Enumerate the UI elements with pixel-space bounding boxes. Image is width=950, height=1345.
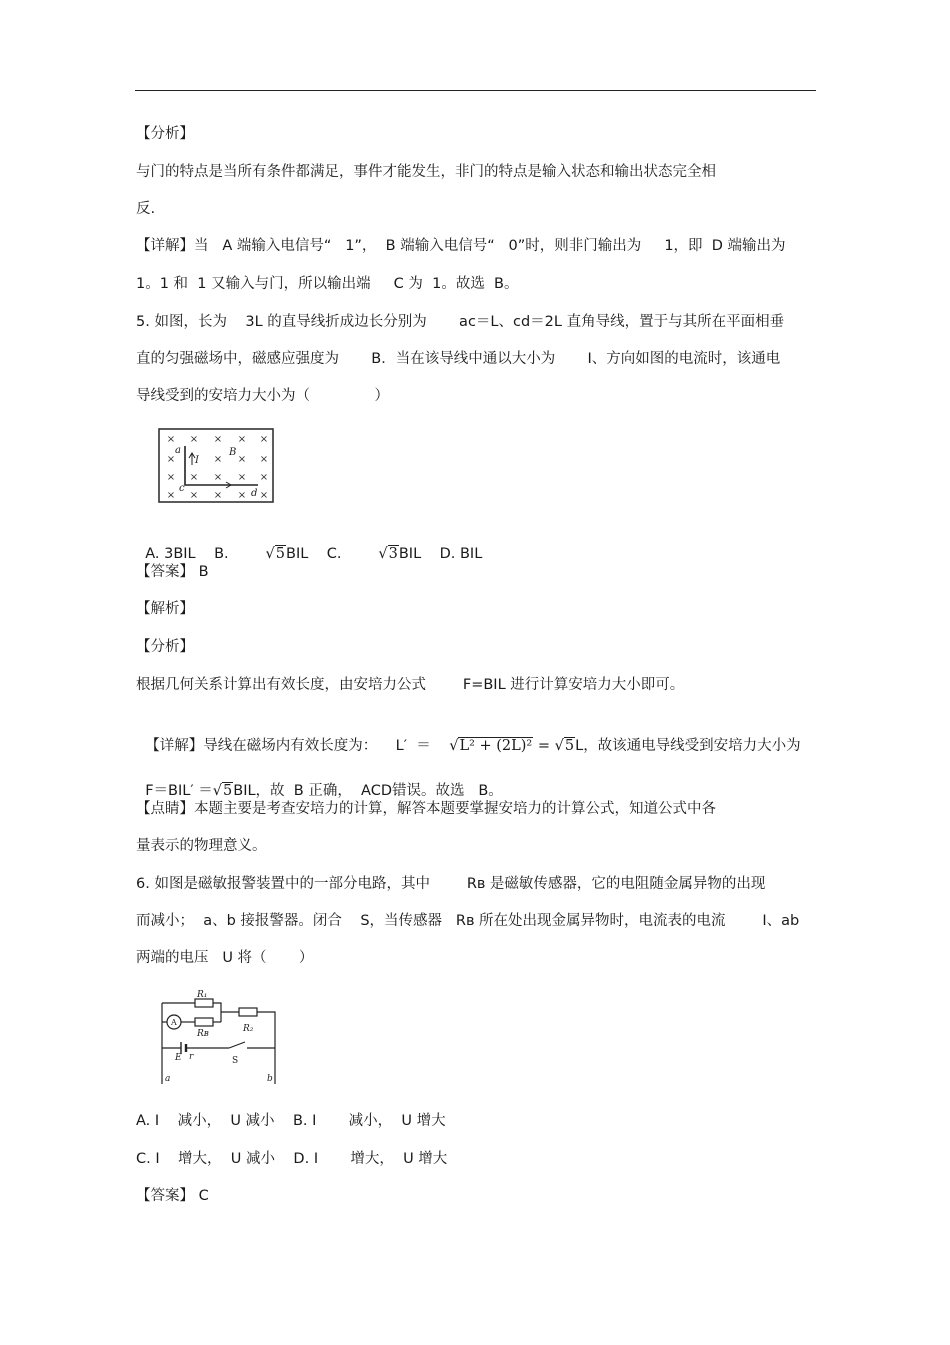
- paragraph-line: 【详解】当 A 端输入电信号“ 1”， B 端输入电信号“ 0”时，则非门输出为 1，即 D 端输出为: [136, 238, 786, 254]
- svg-text:S: S: [232, 1056, 239, 1066]
- option-b: B.: [214, 546, 229, 562]
- option-a: A. 3BIL: [145, 546, 196, 562]
- question-5-line: 5. 如图，长为 3L 的直导线折成边长分别为 ac＝L、cd＝2L 直角导线，置于与其所在平面相垂: [136, 314, 785, 330]
- detail-equation-line: 【详解】导线在磁场内有效长度为： L′ ＝ √L² + (2L)² = √5L，故该通电导线受到安培力大小为: [145, 738, 801, 754]
- svg-text:×: ×: [259, 490, 269, 501]
- svg-text:R₂: R₂: [243, 1024, 254, 1034]
- svg-text:×: ×: [189, 434, 199, 445]
- sqrt-symbol: √3: [378, 546, 398, 562]
- heading-solution: 【解析】: [136, 601, 194, 617]
- sqrt-symbol: √5: [212, 783, 233, 799]
- svg-text:×: ×: [259, 472, 269, 483]
- question-5-line: 直的匀强磁场中，磁感应强度为 B．当在该导线中通以大小为 I、方向如图的电流时，该通电: [136, 351, 781, 367]
- svg-text:×: ×: [189, 490, 199, 501]
- paragraph-line: 【点睛】本题主要是考查安培力的计算，解答本题要掌握安培力的计算公式，知道公式中各: [136, 801, 716, 817]
- sqrt-symbol: √L² + (2L)²: [449, 738, 533, 754]
- svg-text:×: ×: [166, 434, 176, 445]
- question-6-line: 而减小； a、b 接报警器。闭合 S，当传感器 Rʙ 所在处出现金属异物时，电流表的电流 I、ab: [136, 913, 800, 929]
- svg-text:×: ×: [237, 472, 247, 483]
- answer-line: 【答案】 B: [136, 564, 209, 580]
- question-6-option-line: C. I 增大， U 减小 D. I 增大， U 增大: [136, 1151, 448, 1167]
- paragraph-line: 反.: [136, 201, 156, 217]
- current-arrow-icon: [222, 482, 231, 488]
- detail-equation-line: F＝BIL′ ＝√5BIL，故 B 正确， ACD错误。故选 B。: [145, 783, 503, 799]
- svg-text:R₁: R₁: [197, 990, 208, 1000]
- question-5-line: 导线受到的安培力大小为（ ）: [136, 388, 390, 404]
- sqrt-symbol: √5: [554, 738, 575, 754]
- svg-text:×: ×: [237, 434, 247, 445]
- svg-text:b: b: [267, 1074, 273, 1084]
- svg-text:d: d: [251, 488, 258, 499]
- paragraph-line: 1。1 和 1 又输入与门，所以输出端 C 为 1。故选 B。: [136, 276, 519, 292]
- svg-text:×: ×: [237, 454, 247, 465]
- sqrt-symbol: √5: [265, 546, 285, 562]
- svg-text:×: ×: [189, 472, 199, 483]
- answer-line: 【答案】 C: [136, 1188, 209, 1204]
- svg-text:a: a: [175, 445, 181, 456]
- svg-text:×: ×: [213, 434, 223, 445]
- option-d: D. BIL: [439, 546, 483, 562]
- svg-text:×: ×: [213, 454, 223, 465]
- svg-text:a: a: [165, 1074, 171, 1084]
- circuit-diagram-figure: [155, 990, 285, 1086]
- header-rule: [135, 90, 816, 91]
- svg-text:×: ×: [237, 490, 247, 501]
- svg-text:Rʙ: Rʙ: [197, 1029, 209, 1039]
- heading-analysis: 【分析】: [136, 639, 194, 655]
- svg-text:B: B: [229, 447, 237, 458]
- question-5-options: A. 3BIL B. √5BIL C. √3BIL D. BIL: [145, 546, 483, 562]
- svg-text:r: r: [189, 1052, 194, 1062]
- svg-text:c: c: [179, 483, 185, 494]
- question-6-line: 6. 如图是磁敏报警装置中的一部分电路，其中 Rʙ 是磁敏传感器，它的电阻随金属异物的出现: [136, 876, 766, 892]
- option-c: C.: [326, 546, 342, 562]
- svg-text:×: ×: [259, 454, 269, 465]
- paragraph-line: 量表示的物理意义。: [136, 838, 267, 854]
- svg-text:E: E: [175, 1053, 182, 1063]
- question-6-option-line: A. I 减小， U 减小 B. I 减小， U 增大: [136, 1113, 446, 1129]
- svg-text:×: ×: [166, 454, 176, 465]
- heading-analysis: 【分析】: [136, 126, 194, 142]
- paragraph-line: 与门的特点是当所有条件都满足，事件才能发生，非门的特点是输入状态和输出状态完全相: [136, 164, 716, 180]
- svg-text:I: I: [195, 455, 199, 466]
- svg-text:×: ×: [213, 472, 223, 483]
- paragraph-line: 根据几何关系计算出有效长度，由安培力公式 F=BIL 进行计算安培力大小即可。: [136, 677, 685, 693]
- svg-text:A: A: [171, 1018, 177, 1027]
- magnetic-field-figure: [158, 428, 276, 504]
- svg-text:×: ×: [166, 490, 176, 501]
- svg-text:×: ×: [166, 472, 176, 483]
- question-6-line: 两端的电压 U 将（ ）: [136, 950, 314, 966]
- svg-text:×: ×: [213, 490, 223, 501]
- svg-text:×: ×: [259, 434, 269, 445]
